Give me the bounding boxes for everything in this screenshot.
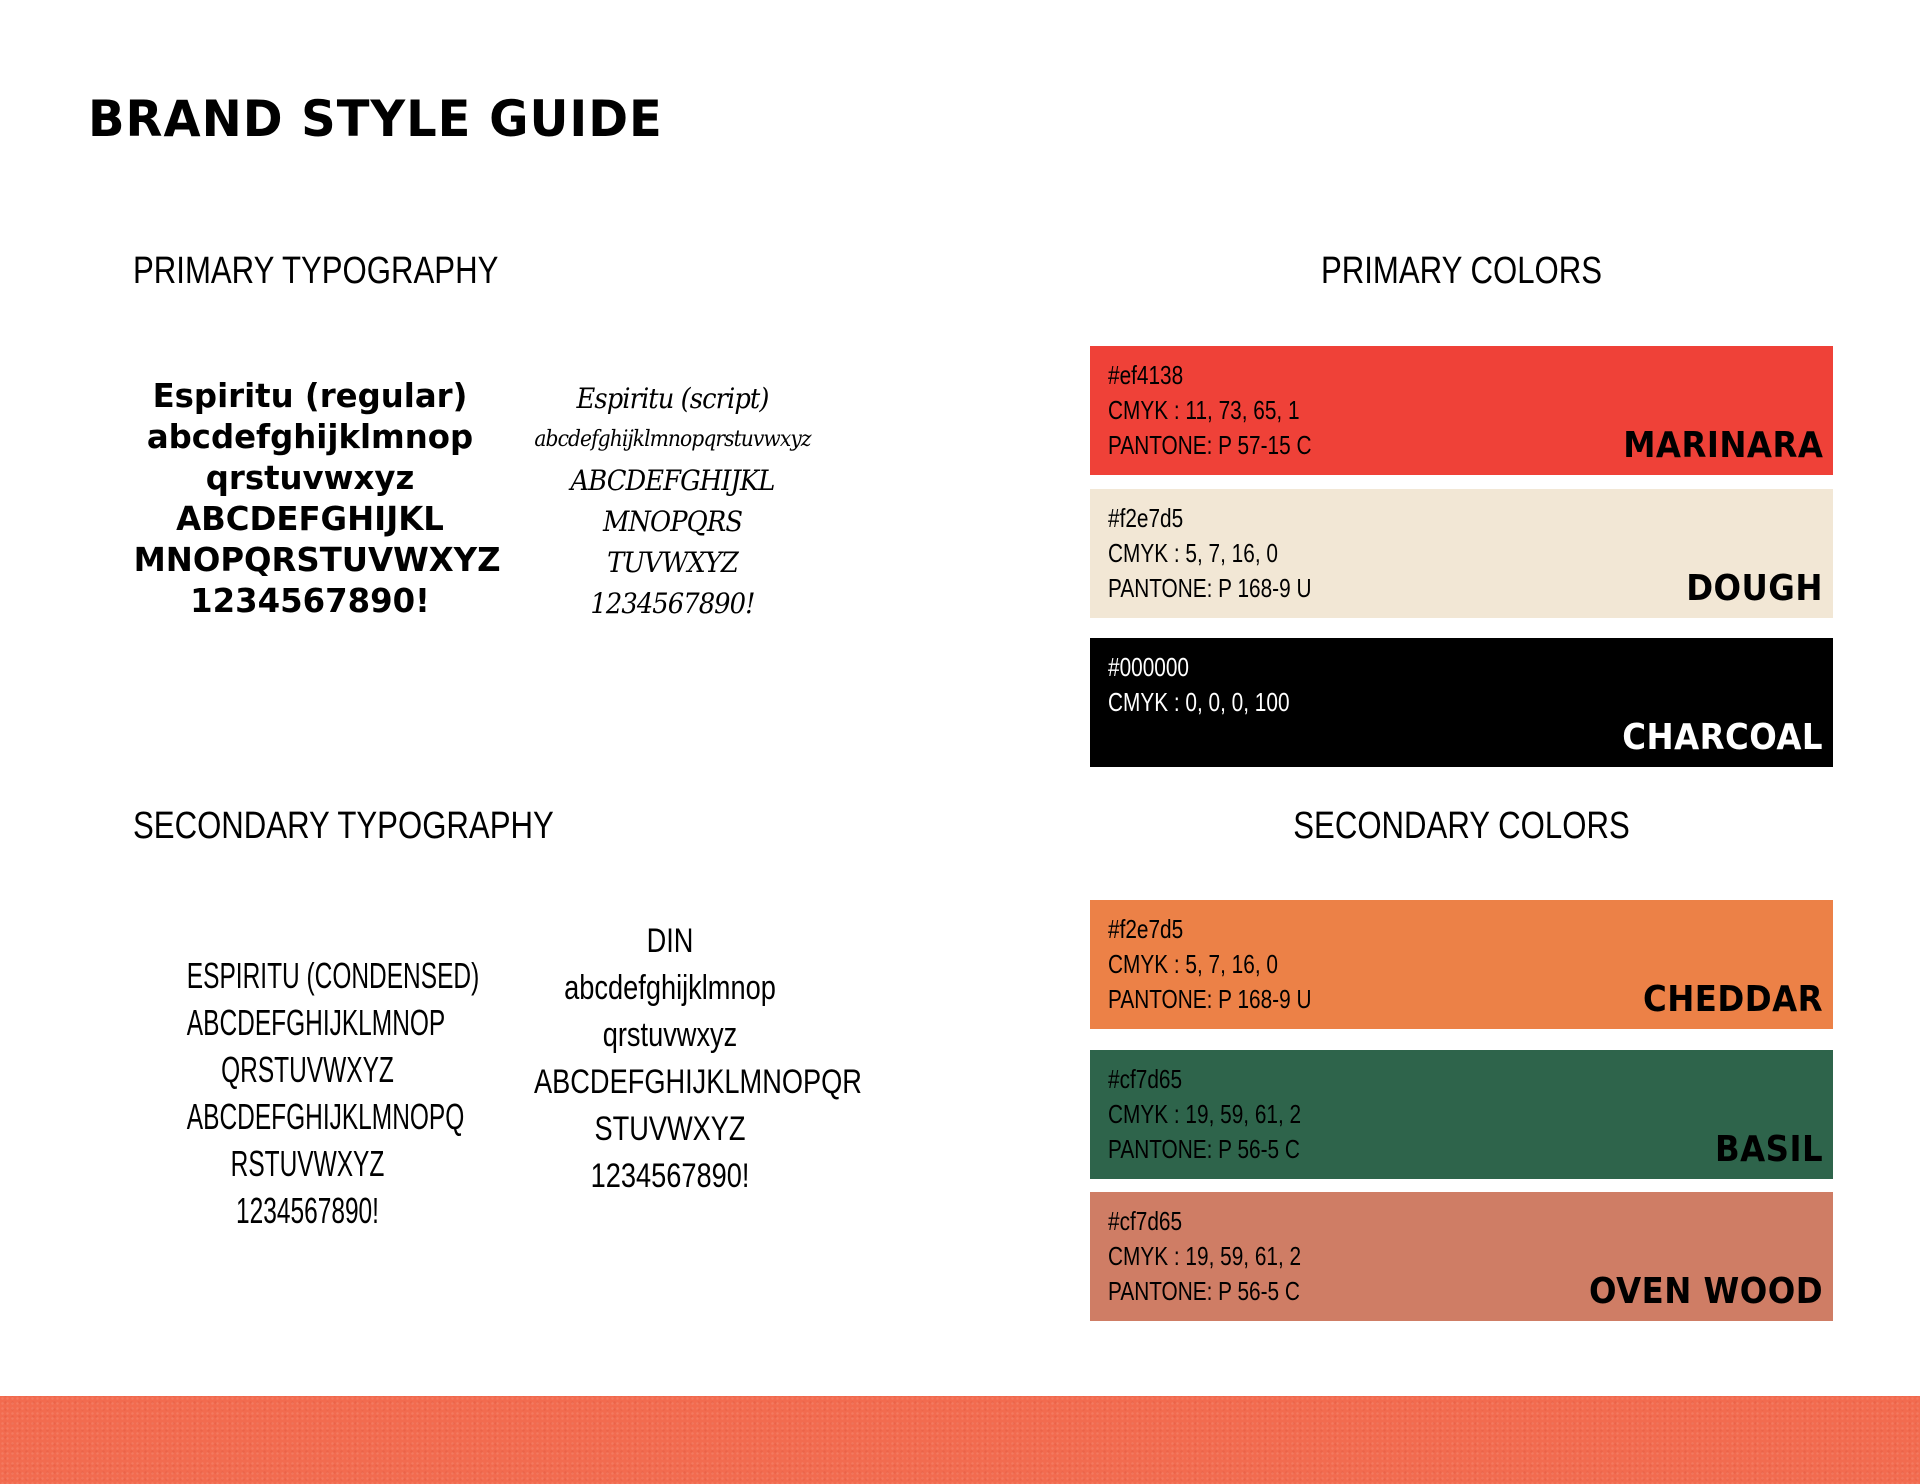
specimen-line: ABCDEFGHIJKL [570, 464, 775, 497]
swatch-pantone: PANTONE: P 56-5 C [1108, 1134, 1300, 1164]
din-name: DIN [646, 922, 694, 960]
specimen-line: 1234567890! [590, 587, 755, 620]
swatch-cmyk: CMYK : 5, 7, 16, 0 [1108, 538, 1278, 568]
espiritu-regular-specimen [130, 375, 501, 621]
espiritu-condensed-specimen [130, 952, 485, 1234]
swatch-pantone: PANTONE: P 56-5 C [1108, 1276, 1300, 1306]
swatch-hex: #f2e7d5 [1108, 503, 1184, 533]
specimen-line: 1234567890! [190, 581, 430, 620]
specimen-line: STUVWXYZ [594, 1110, 746, 1148]
espiritu-script-specimen [500, 378, 845, 624]
swatch-hex: #cf7d65 [1108, 1206, 1183, 1236]
espiritu-regular-name: Espiritu (regular) [152, 376, 468, 415]
specimen-line: QRSTUVWXYZ [221, 1049, 394, 1090]
swatch-hex: #f2e7d5 [1108, 914, 1184, 944]
specimen-line: qrstuvwxyz [602, 1016, 738, 1054]
swatch-cmyk: CMYK : 5, 7, 16, 0 [1108, 949, 1278, 979]
swatch-cmyk: CMYK : 19, 59, 61, 2 [1108, 1241, 1302, 1271]
swatch-name: MARINARA [1622, 425, 1823, 466]
specimen-line: abcdefghijklmnopqrstuvwxyz [534, 427, 811, 452]
specimen-line: RSTUVWXYZ [230, 1143, 385, 1184]
swatch-cmyk: CMYK : 19, 59, 61, 2 [1108, 1099, 1302, 1129]
specimen-line: abcdefghijklmnop [564, 969, 776, 1007]
secondary-colors-heading: SECONDARY COLORS [1293, 805, 1630, 847]
swatch-hex: #ef4138 [1108, 360, 1184, 390]
swatch-name: OVEN WOOD [1588, 1271, 1823, 1312]
primary-colors-heading: PRIMARY COLORS [1320, 250, 1603, 292]
swatch-cmyk: CMYK : 0, 0, 0, 100 [1108, 687, 1290, 717]
espiritu-condensed-name: ESPIRITU (CONDENSED) [186, 955, 480, 996]
page-title: BRAND STYLE GUIDE [88, 90, 663, 148]
swatch-hex: #cf7d65 [1108, 1064, 1183, 1094]
specimen-line: 1234567890! [590, 1157, 750, 1195]
specimen-line: ABCDEFGHIJKLMNOP [186, 1002, 446, 1043]
swatch-marinara [1090, 346, 1833, 475]
swatch-name: CHEDDAR [1643, 979, 1823, 1020]
footer-band [0, 1396, 1920, 1484]
specimen-line: TUVWXYZ [607, 546, 738, 579]
swatch-name: CHARCOAL [1622, 717, 1823, 758]
swatch-cmyk: CMYK : 11, 73, 65, 1 [1108, 395, 1300, 425]
specimen-line: ABCDEFGHIJKLMNOPQR [534, 1063, 862, 1101]
swatch-pantone: PANTONE: P 168-9 U [1108, 573, 1312, 603]
specimen-line: ABCDEFGHIJKL [176, 499, 444, 538]
swatch-basil [1090, 1050, 1833, 1179]
secondary-typography-heading: SECONDARY TYPOGRAPHY [133, 805, 554, 847]
specimen-line: abcdefghijklmnop [146, 417, 474, 456]
specimen-line: qrstuvwxyz [205, 458, 415, 497]
din-specimen [500, 918, 862, 1200]
swatch-pantone: PANTONE: P 168-9 U [1108, 984, 1312, 1014]
swatch-pantone: PANTONE: P 57-15 C [1108, 430, 1312, 460]
swatch-oven-wood [1090, 1192, 1833, 1321]
specimen-line: MNOPQRSTUVWXYZ [133, 540, 501, 579]
swatch-hex: #000000 [1108, 652, 1189, 682]
espiritu-script-name: Espiritu (script) [576, 382, 769, 415]
swatch-name: DOUGH [1686, 568, 1823, 609]
specimen-line: 1234567890! [236, 1190, 379, 1231]
swatch-dough [1090, 489, 1833, 618]
swatch-cheddar [1090, 900, 1833, 1029]
swatch-charcoal [1090, 638, 1833, 767]
specimen-line: ABCDEFGHIJKLMNOPQ [186, 1096, 465, 1137]
primary-typography-heading: PRIMARY TYPOGRAPHY [133, 250, 499, 292]
swatch-name: BASIL [1714, 1129, 1823, 1170]
specimen-line: MNOPQRS [602, 505, 743, 538]
